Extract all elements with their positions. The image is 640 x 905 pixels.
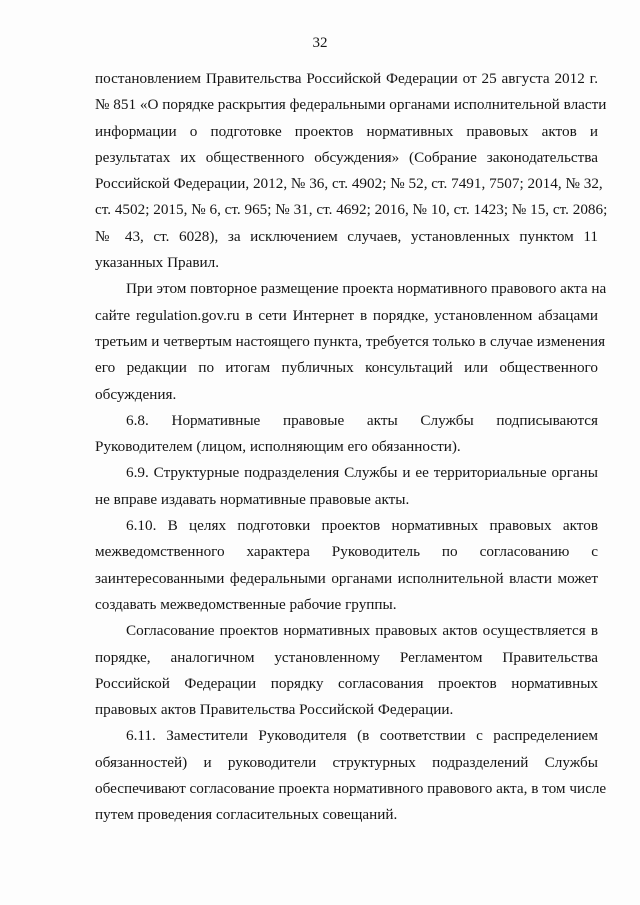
text-line: заинтересованными федеральными органами исполнительной власти может bbox=[95, 569, 598, 587]
text-line: правовых актов Правительства Российской Федерации. bbox=[95, 701, 454, 719]
text-line: Согласование проектов нормативных правовых актов осуществляется в bbox=[126, 622, 598, 640]
text-line: При этом повторное размещение проекта нормативного правового акта на bbox=[126, 280, 607, 298]
text-line: № 851 «О порядке раскрытия федеральными органами исполнительной власти bbox=[95, 96, 607, 114]
paragraph-6-10 bbox=[95, 513, 598, 618]
page-number: 32 bbox=[312, 35, 328, 51]
text-line: ст. 4502; 2015, № 6, ст. 965; № 31, ст. 4692; 2016, № 10, ст. 1423; № 15, ст. 2086; bbox=[95, 201, 608, 219]
text-line: порядке, аналогичном установленному Регламентом Правительства bbox=[95, 648, 598, 666]
text-line: обсуждения. bbox=[95, 385, 177, 403]
paragraph-approval bbox=[95, 618, 598, 723]
text-line: межведомственного характера Руководитель по согласованию с bbox=[95, 543, 598, 561]
paragraph-6-11 bbox=[95, 723, 607, 828]
text-line: информации о подготовке проектов нормативных правовых актов и bbox=[95, 122, 598, 140]
text-line: указанных Правил. bbox=[95, 254, 220, 272]
paragraph-6-9 bbox=[95, 460, 598, 513]
text-line: № 43, ст. 6028), за исключением случаев, установленных пунктом 11 bbox=[95, 227, 598, 245]
text-line: результатах их общественного обсуждения» (Собрание законодательства bbox=[95, 148, 598, 166]
text-line: 6.11. Заместители Руководителя (в соответствии с распределением bbox=[126, 727, 598, 745]
paragraph-6-8 bbox=[95, 408, 598, 461]
text-line: 6.8. Нормативные правовые акты Службы подписываются bbox=[126, 411, 598, 429]
text-line: создавать межведомственные рабочие группы. bbox=[95, 595, 397, 613]
text-line: третьим и четвертым настоящего пункта, требуется только в случае изменения bbox=[95, 332, 606, 350]
document-body bbox=[95, 66, 608, 829]
text-line: обеспечивают согласование проекта нормативного правового акта, в том числе bbox=[95, 780, 607, 798]
text-line: Руководителем (лицом, исполняющим его обязанности). bbox=[95, 438, 461, 456]
text-line: Российской Федерации, 2012, № 36, ст. 4902; № 52, ст. 7491, 7507; 2014, № 32, bbox=[95, 175, 603, 193]
paragraph-continuation bbox=[95, 66, 608, 276]
text-line: не вправе издавать нормативные правовые акты. bbox=[95, 490, 410, 508]
text-line: постановлением Правительства Российской Федерации от 25 августа 2012 г. bbox=[95, 70, 598, 87]
text-line: 6.10. В целях подготовки проектов нормативных правовых актов bbox=[126, 517, 598, 535]
text-line: его редакции по итогам публичных консультаций или общественного bbox=[95, 359, 598, 377]
text-line: 6.9. Структурные подразделения Службы и ее территориальные органы bbox=[126, 464, 598, 482]
paragraph-repeat-posting bbox=[95, 276, 607, 407]
text-line: Российской Федерации порядку согласования проектов нормативных bbox=[95, 674, 598, 692]
text-line: путем проведения согласительных совещаний. bbox=[95, 806, 398, 824]
text-line: сайте regulation.gov.ru в сети Интернет в порядке, установленном абзацами bbox=[95, 306, 598, 324]
text-line: обязанностей) и руководители структурных подразделений Службы bbox=[95, 753, 598, 771]
